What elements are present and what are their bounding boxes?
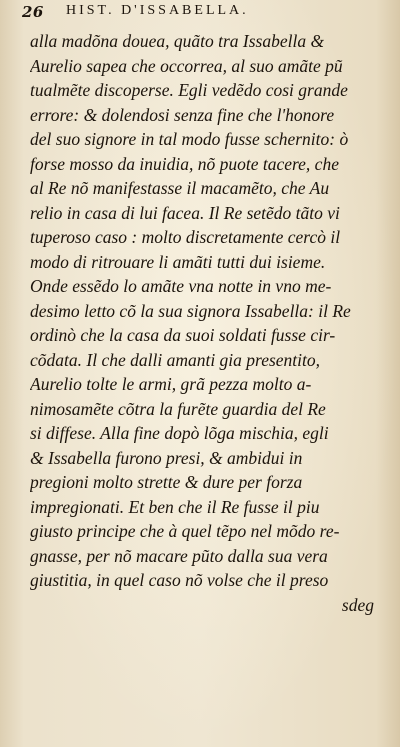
text-line: nimosamẽte cõtra la furẽte guardia del Re xyxy=(30,398,326,419)
catchword: sdeg xyxy=(341,594,374,615)
text-line: forse mosso da inuidia, nõ puote tacere, che xyxy=(30,153,339,174)
text-line: cõdata. Il che dalli amanti gia presentito, xyxy=(30,349,321,370)
text-line: giusto principe che à quel tẽpo nel mõdo re- xyxy=(30,521,340,541)
text-line: gnasse, per nõ macare pũto dalla sua vera xyxy=(30,545,328,566)
text-line: ordinò che la casa da suoi soldati fusse cir- xyxy=(30,325,336,345)
text-line: & Issabella furono presi, & ambidui in xyxy=(30,447,303,468)
text-line: giustitia, in quel caso nõ volse che il preso xyxy=(30,570,329,590)
text-line: alla madõna douea, quãto tra Issabella & xyxy=(30,31,325,51)
text-line: pregioni molto strette & dure per forza xyxy=(30,472,303,492)
text-line: desimo letto cõ la sua signora Issabella: il Re xyxy=(30,300,351,321)
text-line: tuperoso caso : molto discretamente cercò il xyxy=(30,227,341,247)
text-line: errore: & dolendosi senza fine che l'honore xyxy=(30,104,335,125)
text-line: Aurelio sapea che occorrea, al suo amãte pũ xyxy=(30,55,343,76)
page-number: 26 xyxy=(22,3,44,21)
text-line: relio in casa di lui facea. Il Re setẽdo tãto vi xyxy=(30,202,340,223)
text-line: tualmẽte discoperse. Egli vedẽdo cosi grande xyxy=(30,80,348,100)
text-line: si diffese. Alla fine dopò lõga mischia, egli xyxy=(30,423,329,443)
text-line: del suo signore in tal modo fusse schernito: ò xyxy=(30,129,349,149)
text-line: impregionati. Et ben che il Re fusse il piu xyxy=(30,496,320,517)
running-title: HIST. D'ISSABELLA. xyxy=(66,3,249,18)
body-text xyxy=(30,29,380,617)
text-line: Aurelio tolte le armi, grã pezza molto a- xyxy=(30,374,312,394)
text-line: al Re nõ manifestasse il macamẽto, che Au xyxy=(30,178,330,198)
text-line: modo di ritrouare li amãti tutti dui isieme. xyxy=(30,251,326,272)
text-line: Onde essẽdo lo amãte vna notte in vno me- xyxy=(30,276,332,296)
page-header xyxy=(22,2,382,24)
